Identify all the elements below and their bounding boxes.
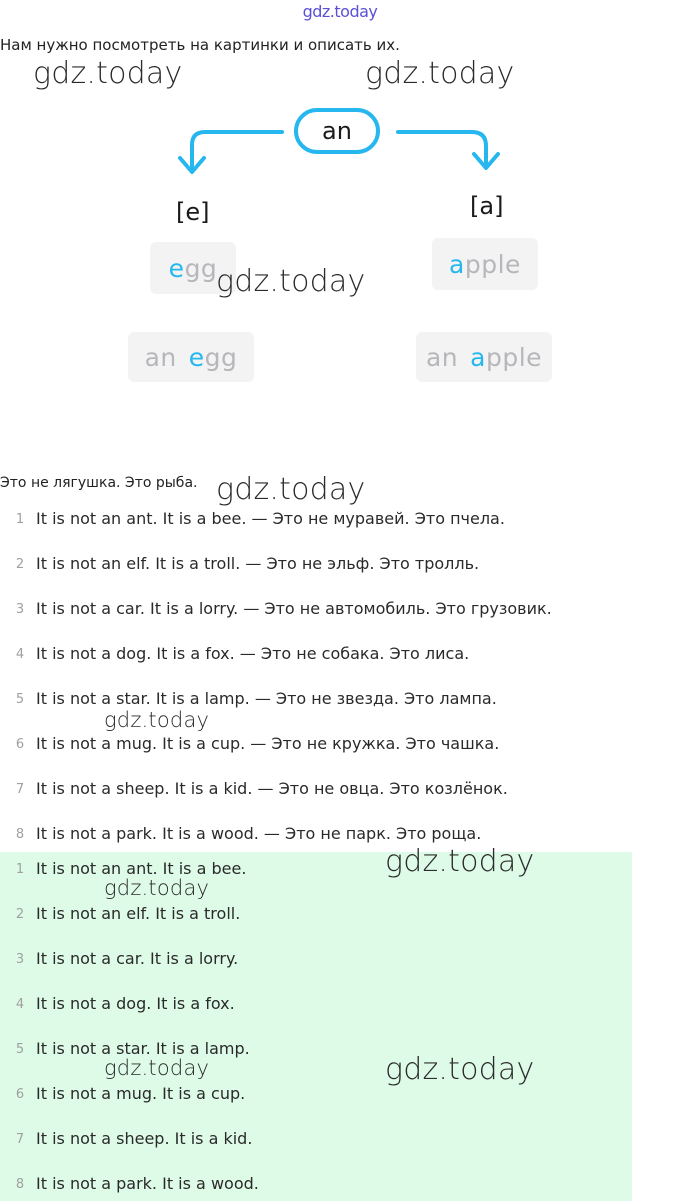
item-number: 3 xyxy=(15,602,25,617)
item-number: 3 xyxy=(15,952,25,967)
item-text: It is not an elf. It is a troll. xyxy=(36,904,241,923)
item-number: 7 xyxy=(15,1132,25,1147)
article-diagram xyxy=(0,90,680,410)
item-number: 6 xyxy=(15,737,25,752)
watermark: gdz.today xyxy=(385,844,535,879)
left-sound: [e] xyxy=(176,198,210,226)
item-text: It is not an ant. It is a bee. — Это не муравей. Это пчела. xyxy=(36,509,505,528)
item-text: It is not a dog. It is a fox. xyxy=(36,994,235,1013)
item-text: It is not a sheep. It is a kid. — Это не овца. Это козлёнок. xyxy=(36,779,508,798)
an-apple-first-letter: a xyxy=(470,342,486,372)
apple-rest: pple xyxy=(464,249,521,279)
apple-card xyxy=(432,238,538,290)
item-number: 4 xyxy=(15,997,25,1012)
an-egg-rest: gg xyxy=(204,342,238,372)
item-number: 5 xyxy=(15,1042,25,1057)
article-pill: an xyxy=(294,108,380,154)
item-number: 2 xyxy=(15,907,25,922)
item-text: It is not a park. It is a wood. xyxy=(36,1174,259,1193)
item-text: It is not a car. It is a lorry. xyxy=(36,949,239,968)
right-arrow-icon xyxy=(398,132,486,166)
example-text: Это не лягушка. Это рыба. xyxy=(0,475,198,491)
item-text: It is not a park. It is a wood. — Это не парк. Это роща. xyxy=(36,824,482,843)
an-apple-rest: pple xyxy=(485,342,543,372)
item-number: 5 xyxy=(15,692,25,707)
item-text: It is not a mug. It is a cup. — Это не кружка. Это чашка. xyxy=(36,734,500,753)
an-egg-card xyxy=(128,332,254,382)
an-apple-card xyxy=(416,332,552,382)
an-egg-first-letter: e xyxy=(188,342,205,372)
item-number: 1 xyxy=(15,512,25,527)
watermark: gdz.today xyxy=(365,56,515,91)
watermark: gdz.today xyxy=(385,1052,535,1087)
site-link[interactable]: gdz.today xyxy=(302,2,378,21)
right-sound: [a] xyxy=(470,192,504,220)
item-text: It is not a dog. It is a fox. — Это не собака. Это лиса. xyxy=(36,644,470,663)
item-text: It is not a sheep. It is a kid. xyxy=(36,1129,253,1148)
item-number: 7 xyxy=(15,782,25,797)
item-number: 2 xyxy=(15,557,25,572)
watermark: gdz.today xyxy=(33,56,183,91)
an-egg-article: an xyxy=(144,342,177,372)
egg-rest: gg xyxy=(184,253,218,283)
watermark: gdz.today xyxy=(216,472,366,507)
item-text: It is not an ant. It is a bee. xyxy=(36,859,247,878)
left-arrow-icon xyxy=(192,132,282,170)
item-number: 8 xyxy=(15,827,25,842)
egg-first-letter: e xyxy=(168,253,185,283)
watermark: gdz.today xyxy=(104,708,210,732)
apple-first-letter: a xyxy=(449,249,465,279)
an-apple-article: an xyxy=(425,342,459,372)
item-text: It is not a car. It is a lorry. — Это не автомобиль. Это грузовик. xyxy=(36,599,552,618)
item-text: It is not an elf. It is a troll. — Это не эльф. Это тролль. xyxy=(36,554,480,573)
item-number: 1 xyxy=(15,862,25,877)
item-text: It is not a mug. It is a cup. xyxy=(36,1084,246,1103)
item-number: 4 xyxy=(15,647,25,662)
watermark: gdz.today xyxy=(104,1056,210,1080)
intro-text: Нам нужно посмотреть на картинки и описать их. xyxy=(0,36,400,54)
item-text: It is not a star. It is a lamp. — Это не звезда. Это лампа. xyxy=(36,689,497,708)
watermark: gdz.today xyxy=(216,264,366,299)
item-text: It is not a star. It is a lamp. xyxy=(36,1039,250,1058)
watermark: gdz.today xyxy=(104,876,210,900)
item-number: 6 xyxy=(15,1087,25,1102)
item-number: 8 xyxy=(15,1177,25,1192)
